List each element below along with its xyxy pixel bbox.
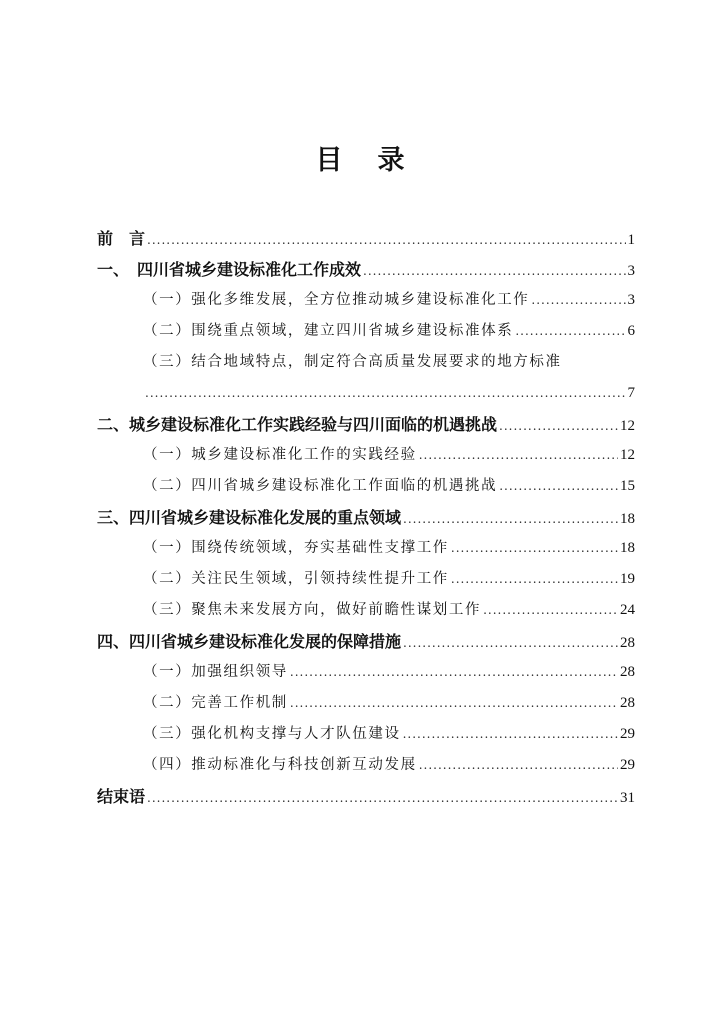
dot-leader xyxy=(515,316,625,347)
toc-entry-1-3[interactable] xyxy=(97,347,635,378)
toc-page-number: 1 xyxy=(627,232,635,248)
dot-leader xyxy=(419,440,618,471)
toc-entry-label: （三）聚焦未来发展方向，做好前瞻性谋划工作 xyxy=(143,602,482,618)
toc-page-number: 29 xyxy=(620,726,635,742)
toc-entry-4-1[interactable] xyxy=(97,657,635,688)
toc-entry-label: 结束语 xyxy=(97,787,146,806)
toc-entry-label: （二）围绕重点领域，建立四川省城乡建设标准体系 xyxy=(143,323,514,339)
toc-entry-1-3-continuation[interactable] xyxy=(97,378,635,409)
toc-page-number: 28 xyxy=(620,635,635,651)
table-of-contents xyxy=(97,223,635,812)
toc-entry-1-2[interactable] xyxy=(97,316,635,347)
toc-entry-1-1[interactable] xyxy=(97,285,635,316)
dot-leader xyxy=(403,504,618,535)
toc-entry-label: （三）强化机构支撑与人才队伍建设 xyxy=(143,726,401,742)
toc-page-number: 29 xyxy=(620,757,635,773)
toc-entry-section-1[interactable] xyxy=(97,254,635,285)
dot-leader xyxy=(290,657,618,688)
dot-leader xyxy=(499,411,618,442)
dot-leader xyxy=(531,285,625,316)
toc-page-number: 18 xyxy=(620,540,635,556)
dot-leader xyxy=(363,256,625,287)
toc-entry-label: （一）加强组织领导 xyxy=(143,664,288,680)
toc-page-number: 6 xyxy=(627,323,635,339)
toc-entry-label: （三）结合地域特点，制定符合高质量发展要求的地方标准 xyxy=(143,354,562,370)
dot-leader xyxy=(419,750,618,781)
toc-page-number: 28 xyxy=(620,664,635,680)
dot-leader xyxy=(403,628,618,659)
toc-entry-2-1[interactable] xyxy=(97,440,635,471)
toc-entry-label: （二）四川省城乡建设标准化工作面临的机遇挑战 xyxy=(143,478,498,494)
toc-page-number: 24 xyxy=(620,602,635,618)
toc-page-number: 28 xyxy=(620,695,635,711)
toc-entry-label: 前 言 xyxy=(97,229,146,248)
dot-leader xyxy=(403,719,618,750)
toc-entry-label: 四、四川省城乡建设标准化发展的保障措施 xyxy=(97,632,402,651)
dot-leader xyxy=(145,378,626,409)
toc-entry-label: （一）城乡建设标准化工作的实践经验 xyxy=(143,447,417,463)
toc-page-number: 15 xyxy=(620,478,635,494)
toc-entry-label: 一、 四川省城乡建设标准化工作成效 xyxy=(97,260,362,279)
page-title: 目 录 xyxy=(315,145,409,176)
toc-page-number: 31 xyxy=(620,790,635,806)
dot-leader xyxy=(499,471,618,502)
dot-leader xyxy=(451,533,618,564)
toc-entry-section-2[interactable] xyxy=(97,409,635,440)
toc-page-number: 12 xyxy=(620,418,635,434)
toc-entry-conclusion[interactable] xyxy=(97,781,635,812)
toc-entry-label: （一）强化多维发展，全方位推动城乡建设标准化工作 xyxy=(143,292,530,308)
toc-entry-3-3[interactable] xyxy=(97,595,635,626)
toc-entry-3-2[interactable] xyxy=(97,564,635,595)
toc-page-number: 12 xyxy=(620,447,635,463)
toc-entry-section-4[interactable] xyxy=(97,626,635,657)
toc-entry-label: （一）围绕传统领域，夯实基础性支撑工作 xyxy=(143,540,449,556)
toc-page-number: 3 xyxy=(627,292,635,308)
toc-page-number: 18 xyxy=(620,511,635,527)
toc-entry-label: （四）推动标准化与科技创新互动发展 xyxy=(143,757,417,773)
toc-entry-4-3[interactable] xyxy=(97,719,635,750)
toc-entry-3-1[interactable] xyxy=(97,533,635,564)
toc-entry-label: 三、四川省城乡建设标准化发展的重点领域 xyxy=(97,508,402,527)
toc-entry-label: （二）关注民生领域，引领持续性提升工作 xyxy=(143,571,449,587)
toc-entry-section-3[interactable] xyxy=(97,502,635,533)
dot-leader xyxy=(483,595,618,626)
dot-leader xyxy=(451,564,618,595)
toc-entry-4-2[interactable] xyxy=(97,688,635,719)
toc-entry-label: （二）完善工作机制 xyxy=(143,695,288,711)
toc-page-number: 3 xyxy=(627,263,635,279)
dot-leader xyxy=(147,225,625,256)
toc-entry-label: 二、城乡建设标准化工作实践经验与四川面临的机遇挑战 xyxy=(97,415,498,434)
toc-entry-4-4[interactable] xyxy=(97,750,635,781)
toc-page-number: 19 xyxy=(620,571,635,587)
toc-entry-2-2[interactable] xyxy=(97,471,635,502)
dot-leader xyxy=(147,783,618,814)
toc-page-number: 7 xyxy=(627,385,635,401)
toc-entry-preface[interactable] xyxy=(97,223,635,254)
dot-leader xyxy=(290,688,618,719)
